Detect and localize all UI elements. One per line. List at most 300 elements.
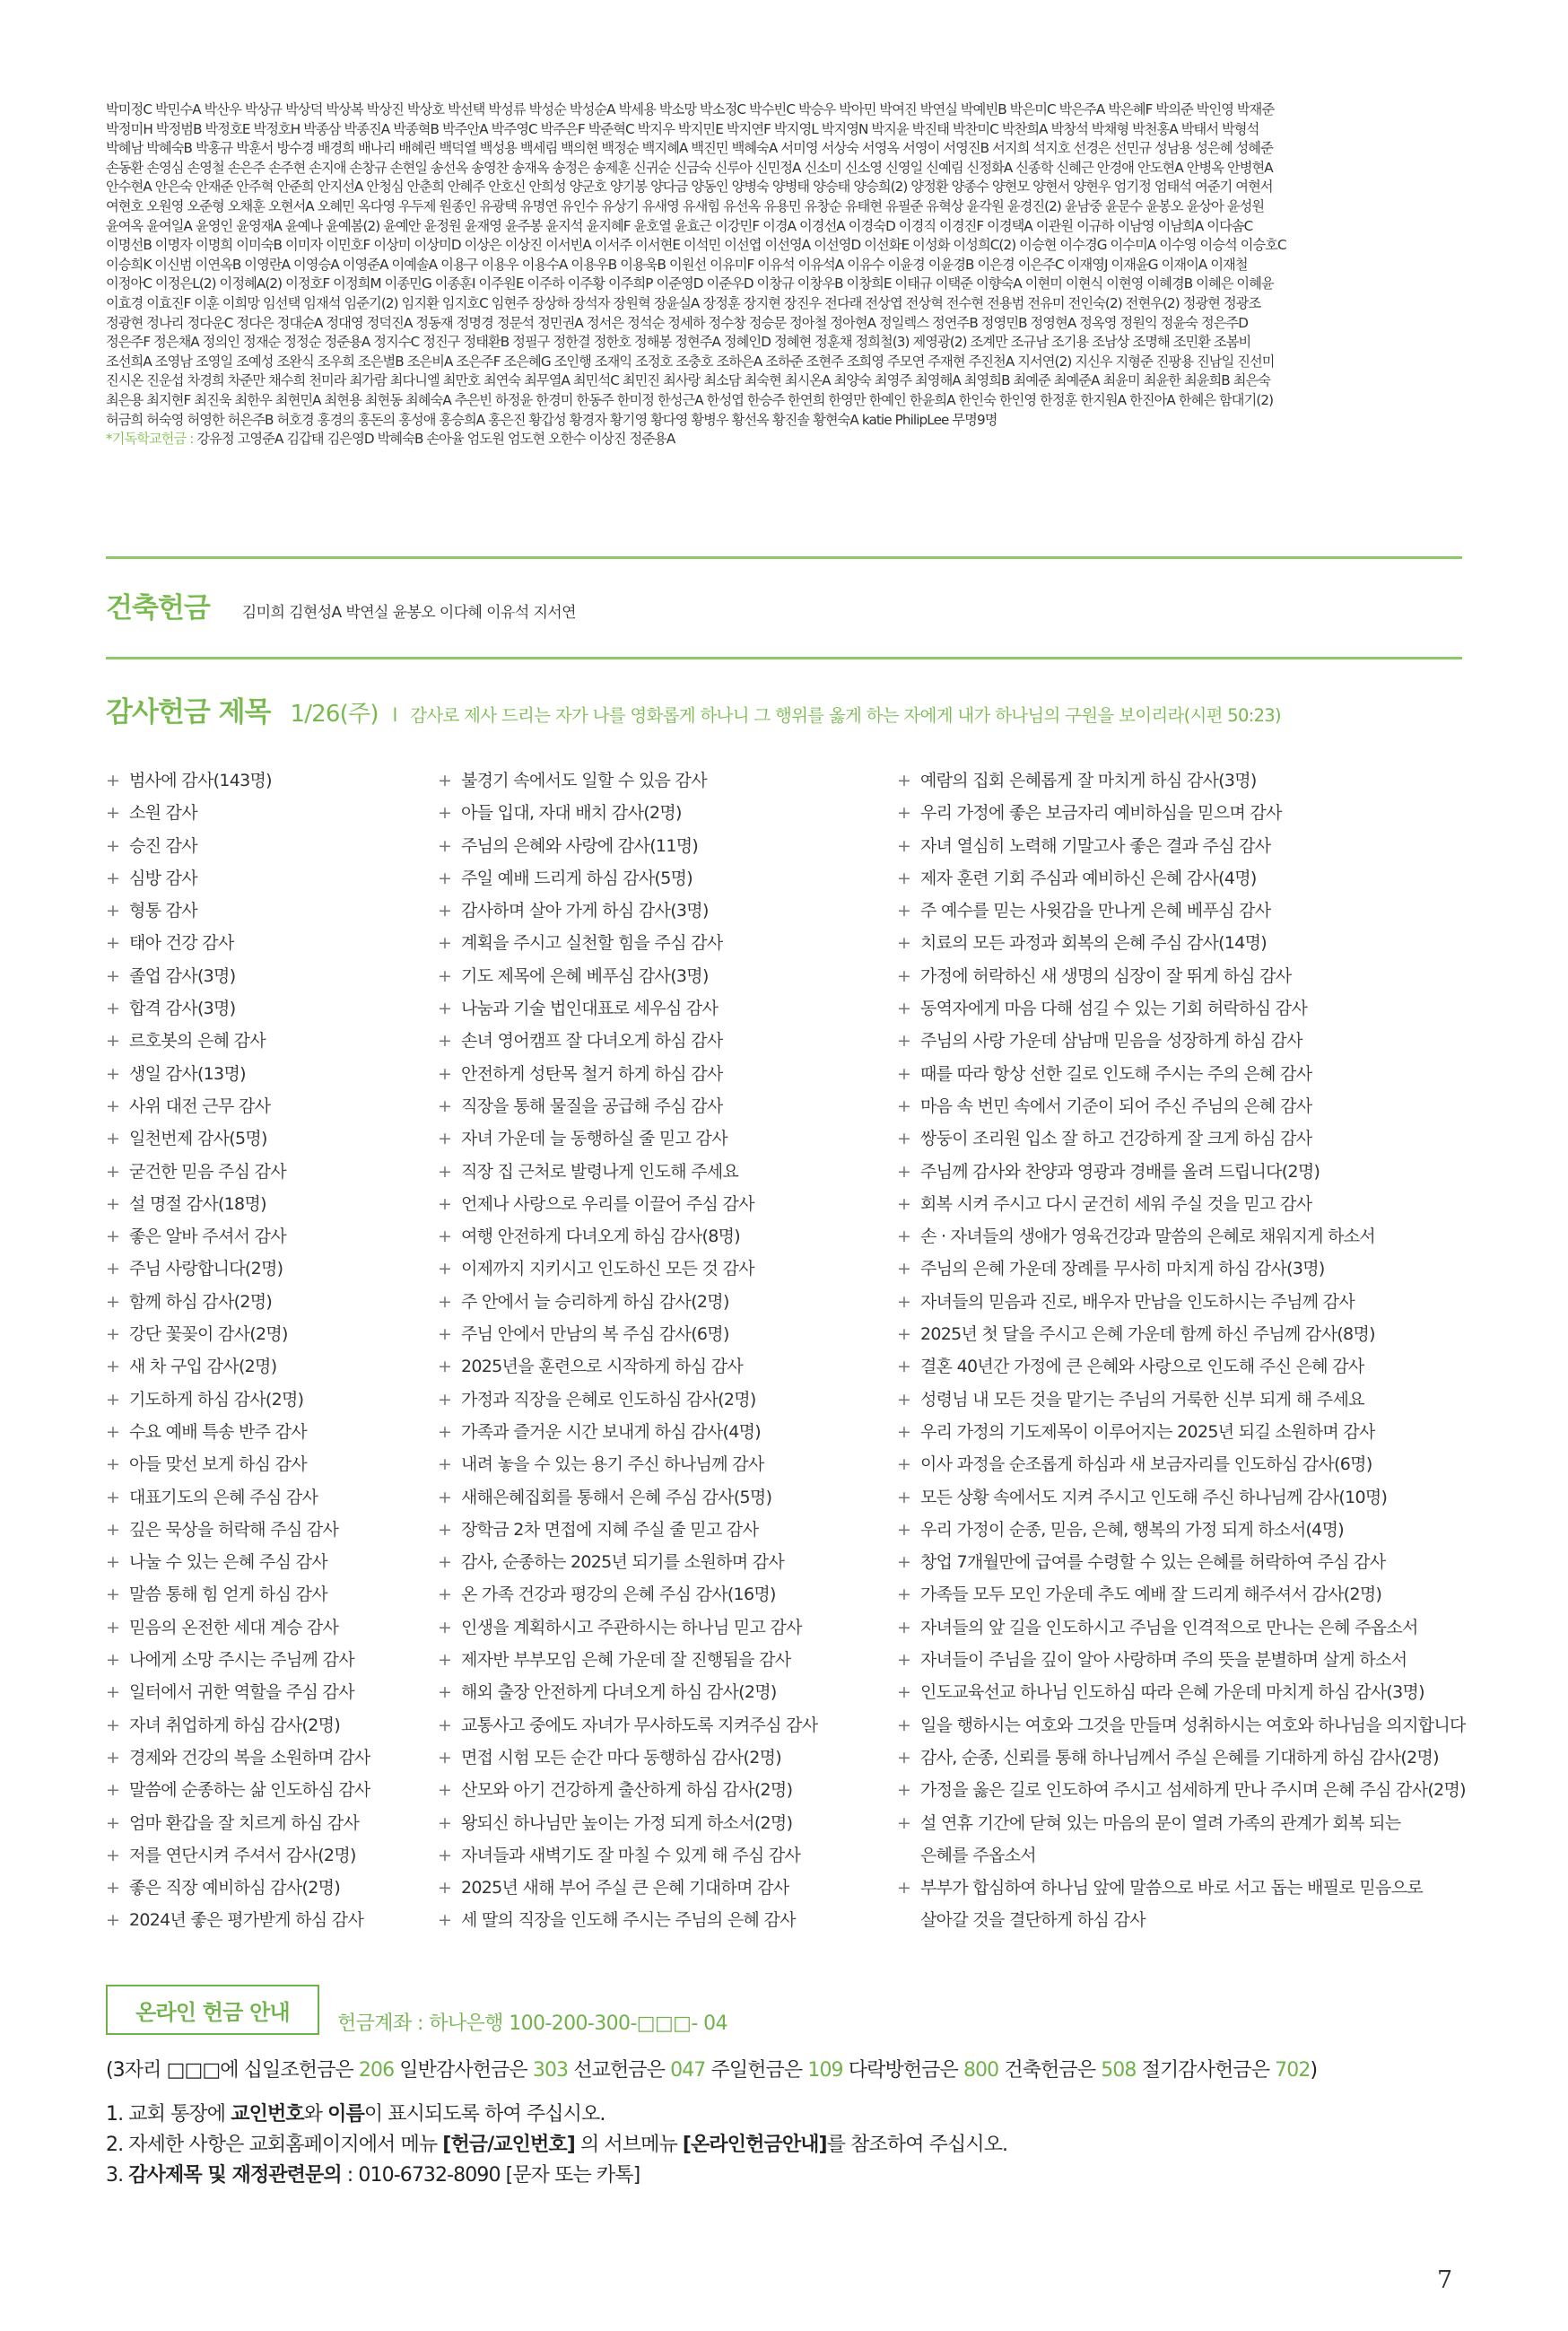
thanks-item-text: 이제까지 지키시고 인도하신 모든 것 감사 [461,1259,754,1279]
donor-line: 최은용 최지현F 최진욱 최한우 최현민A 최현용 최현동 최혜숙A 추은빈 하정윤 한경미 한동주 한미정 한성근A 한성엽 한승주 한연희 한영만 한예인 한윤희A 한인숙 한인영 한정훈 한지원A 한진아A 한혜은 함대기(2) [106,391,1274,408]
plus-icon: + [438,803,452,824]
thanks-item-text: 이사 과정을 순조롭게 하심과 새 보금자리를 인도하심 감사(6명) [920,1454,1372,1475]
thanks-item [438,1286,897,1318]
thanks-item [438,1058,897,1090]
thanks-item [106,1220,438,1253]
plus-icon: + [897,1487,911,1507]
plus-icon: + [438,901,452,921]
thanks-item-text: 자녀들의 앞 길을 인도하시고 주님을 인격적으로 만나는 은혜 주옵소서 [920,1617,1418,1637]
thanks-item-text: 예람의 집회 은혜롭게 잘 마치게 하심 감사(3명) [920,771,1257,790]
plus-icon: + [438,933,452,954]
plus-icon: + [897,1193,911,1214]
donor-names-list [106,100,1468,450]
thanks-item-text: 경제와 건강의 복을 소원하며 감사 [129,1747,370,1768]
thanks-item [106,1025,438,1057]
thanks-item-text: 제자반 부부모임 은혜 가운데 잘 진행됨을 감사 [461,1650,791,1671]
thanks-item [106,1058,438,1090]
thanks-item [106,1416,438,1448]
thanks-item [438,1253,897,1285]
mission-code: 047 [670,2059,706,2082]
thanks-item [438,1644,897,1676]
thanks-item [106,1122,438,1155]
thanks-item [106,1611,438,1644]
thanks-item-text: 졸업 감사(3명) [129,965,236,986]
donor-line: 박정미H 박정범B 박정호E 박정호H 박종삼 박종진A 박종혁B 박주안A 박주영C 박주은F 박준혁C 박지우 박지민E 박지연F 박지영L 박지영N 박지윤 박진태 박찬미C 박찬희A 박창석 박채형 박천홍A 박태서 박형석 [106,120,1259,137]
thanks-item [897,1774,1471,1806]
thanks-item [438,1807,897,1839]
thanks-item [438,1774,897,1806]
plus-icon: + [897,1031,911,1052]
thanks-item-text: 아들 맞선 보게 하심 감사 [129,1454,307,1475]
thanks-item-text: 주님께 감사와 찬양과 영광과 경배를 올려 드립니다(2명) [920,1161,1320,1182]
note-text: 를 참조하여 주십시오. [826,2134,1008,2156]
plus-icon: + [897,835,911,856]
plus-icon: + [438,1552,452,1573]
plus-icon: + [106,1421,120,1442]
thanks-item [438,1448,897,1480]
thanks-item [106,1709,438,1742]
thanks-item-text: 쌍둥이 조리원 입소 잘 하고 건강하게 잘 크게 하심 감사 [920,1129,1312,1149]
plus-icon: + [106,1259,120,1279]
thanks-item [438,960,897,992]
thanks-item-text: 주 예수를 믿는 사윗감을 만나게 은혜 베푸심 감사 [920,901,1271,921]
thanks-item-text: 일천번제 감사(5명) [129,1129,267,1149]
donor-line: 여현호 오원영 오준형 오채훈 오현서A 오혜민 옥다영 우두제 원종인 유광택 유명연 유인수 유상기 유새영 유새힘 유선옥 유용민 유창순 유태현 유필준 유혁상 윤각원 윤경진(2) 윤남중 윤문수 윤봉오 윤상아 윤성원 [106,197,1265,214]
thanks-item [106,830,438,862]
thanks-item-text: 감사하며 살아 가게 하심 감사(3명) [461,901,709,921]
plus-icon: + [897,1129,911,1149]
plus-icon: + [897,1682,911,1703]
thanks-item [106,927,438,959]
plus-icon: + [897,1454,911,1475]
thanks-item [438,764,897,797]
thanks-item [438,1025,897,1057]
thanks-item [897,1156,1471,1188]
codes-text: 다락방헌금은 [842,2059,963,2082]
thanks-item-text: 소원 감사 [129,803,197,824]
note-bold: [온라인헌금안내] [682,2134,827,2156]
plus-icon: + [106,965,120,986]
thanks-item [438,797,897,829]
thanks-offering-date: 1/26(주) [290,701,379,728]
thanks-item-text: 우리 가정의 기도제목이 이루어지는 2025년 되길 소원하며 감사 [920,1421,1375,1442]
plus-icon: + [106,1812,120,1833]
plus-icon: + [897,1552,911,1573]
thanks-item-text: 마음 속 번민 속에서 기준이 되어 주신 주님의 은혜 감사 [920,1096,1312,1116]
thanks-item-text: 왕되신 하나님만 높이는 가정 되게 하소서(2명) [461,1812,793,1833]
plus-icon: + [438,1845,452,1865]
plus-icon: + [438,1291,452,1312]
thanks-item-text: 2025년 새해 부어 주실 큰 은혜 기대하며 감사 [461,1878,789,1899]
plus-icon: + [106,1161,120,1182]
note-text: : 010-6732-8090 [문자 또는 카톡] [341,2164,640,2187]
thanks-item [106,1448,438,1480]
thanks-item [897,1611,1471,1644]
thanks-item-text: 주님의 사랑 가운데 삼남매 믿음을 성장하게 하심 감사 [920,1031,1302,1052]
thanks-item-text: 감사, 순종, 신뢰를 통해 하나님께서 주실 은혜를 기대하게 하심 감사(2명) [920,1747,1439,1768]
thanks-item-text: 내려 놓을 수 있는 용기 주신 하나님께 감사 [461,1454,764,1475]
thanks-item [897,992,1471,1025]
thanks-item [897,960,1471,992]
thanks-item [106,1904,438,1936]
thanks-item [438,1090,897,1122]
thanks-item [897,1546,1471,1578]
thanks-item [438,1709,897,1742]
plus-icon: + [106,1878,120,1899]
thanks-item [106,862,438,895]
plus-icon: + [897,1715,911,1735]
thanks-item-text: 직장을 통해 물질을 공급해 주심 감사 [461,1096,723,1116]
thanks-item [438,1676,897,1708]
thanks-item-text: 믿음의 온전한 세대 계승 감사 [129,1617,339,1637]
thanks-item-text: 2024년 좋은 평가받게 하심 감사 [129,1910,364,1931]
thanks-item [897,1286,1471,1318]
plus-icon: + [106,1324,120,1345]
thanks-item-text: 말씀 통해 힘 얻게 하심 감사 [129,1585,327,1605]
thanks-item-text: 우리 가정에 좋은 보금자리 예비하심을 믿으며 감사 [920,803,1282,824]
thanks-item [106,1286,438,1318]
plus-icon: + [106,901,120,921]
plus-icon: + [438,1357,452,1377]
plus-icon: + [897,1780,911,1801]
thanks-item [438,895,897,927]
thanks-item [438,1122,897,1155]
plus-icon: + [106,1617,120,1637]
thanks-item-text: 저를 연단시켜 주셔서 감사(2명) [129,1845,356,1865]
thanks-item [897,1188,1471,1220]
plus-icon: + [106,1747,120,1768]
plus-icon: + [897,1747,911,1768]
thanks-item-text: 르호봇의 은혜 감사 [129,1031,266,1052]
note-text: 3. [106,2164,129,2187]
note-text: 1. 교회 통장에 [106,2103,231,2126]
thanks-item [106,992,438,1025]
plus-icon: + [897,803,911,824]
plus-icon: + [438,1193,452,1214]
thanks-item-text: 가족들 모두 모인 가운데 추도 예배 잘 드리게 해주셔서 감사(2명) [920,1585,1382,1605]
thanks-item-text: 감사, 순종하는 2025년 되기를 소원하며 감사 [461,1552,785,1573]
thanks-item-text: 해외 출장 안전하게 다녀오게 하심 감사(2명) [461,1682,777,1703]
codes-text: 건축헌금은 [998,2059,1102,2082]
donor-line: 이승희K 이신범 이연옥B 이영란A 이영승A 이영준A 이예솔A 이용구 이용우 이용수A 이용우B 이용욱B 이원선 이유미F 이유석 이유석A 이유수 이윤경 이윤경B 이은경 이은주C 이재영J 이재윤G 이재이A 이재철 [106,256,1248,273]
thanks-item [897,1122,1471,1155]
plus-icon: + [438,1161,452,1182]
thanks-item-text: 가정에 허락하신 새 생명의 심장이 잘 뛰게 하심 감사 [920,965,1292,986]
plus-icon: + [438,1421,452,1442]
plus-icon: + [897,1617,911,1637]
thanks-item [106,1807,438,1839]
thanks-item-text: 때를 따라 항상 선한 길로 인도해 주시는 주의 은혜 감사 [920,1063,1312,1084]
thanks-item-text: 아들 입대, 자대 배치 감사(2명) [461,803,682,824]
plus-icon: + [438,965,452,986]
thanks-item [438,992,897,1025]
thanks-item-text: 언제나 사랑으로 우리를 이끌어 주심 감사 [461,1193,754,1214]
note-bold: 이름 [327,2103,364,2126]
thanks-item [106,764,438,797]
thanks-item-text: 우리 가정이 순종, 믿음, 은혜, 행복의 가정 되게 하소서(4명) [920,1519,1344,1540]
plus-icon: + [897,1291,911,1312]
plus-icon: + [438,1129,452,1149]
thanks-item [897,1481,1471,1514]
plus-icon: + [897,965,911,986]
thanks-item [897,1253,1471,1285]
plus-icon: + [438,868,452,888]
thanks-item [106,1578,438,1611]
thanks-item-text: 장학금 2차 면접에 지혜 주실 줄 믿고 감사 [461,1519,759,1540]
christian-school-gift-line [106,430,1468,450]
plus-icon: + [897,901,911,921]
thanks-item-text: 불경기 속에서도 일할 수 있음 감사 [461,771,707,790]
donor-line: 박미정C 박민수A 박산우 박상규 박상덕 박상복 박상진 박상호 박선택 박성류 박성순 박성순A 박세용 박소망 박소정C 박수빈C 박승우 박아민 박여진 박연실 박예빈B 박은미C 박은주A 박은혜F 박의준 박인영 박재준 [106,101,1275,118]
thanks-item [438,1546,897,1578]
plus-icon: + [438,1031,452,1052]
plus-icon: + [106,835,120,856]
plus-icon: + [106,771,120,790]
section-divider [106,556,1462,559]
thanks-item-text: 합격 감사(3명) [129,999,236,1019]
header-divider: l [392,704,398,726]
note-1 [106,2100,1007,2130]
christian-school-gift-names: 강유정 고영준A 김갑태 김은영D 박혜숙B 손아율 엄도원 엄도현 오한수 이상진 정준용A [193,431,675,448]
thanks-item [106,1676,438,1708]
thanks-item [897,1220,1471,1253]
plus-icon: + [106,1487,120,1507]
darakbang-code: 800 [963,2059,999,2082]
section-divider [106,657,1462,659]
thanks-item [106,1350,438,1383]
plus-icon: + [438,1063,452,1084]
donor-line: 이명선B 이명자 이명희 이미숙B 이미자 이민호F 이상미 이상미D 이상은 이상진 이서빈A 이서주 이서현E 이석민 이선엽 이선영A 이선영D 이선화E 이성화 이성희C(2) 이승현 이수경G 이수미A 이수영 이승석 이승호C [106,237,1286,254]
thanks-item-text: 설 명절 감사(18명) [129,1193,266,1214]
thanks-item [897,1872,1471,1904]
thanks-item [897,1839,1471,1872]
plus-icon: + [106,1389,120,1410]
donor-line: 정은주F 정은채A 정의인 정재순 정정순 정준용A 정지수C 정진구 정태환B 정필구 정한결 정한호 정해봉 정현주A 정혜인D 정혜현 정훈채 정희철(3) 제영광(2) 조계만 조규남 조기용 조남상 조명해 조민환 조봄비 [106,334,1251,351]
plus-icon: + [438,1812,452,1833]
offering-codes [106,2055,1317,2082]
thanks-item-text: 태아 건강 감사 [129,933,234,954]
christian-school-gift-label: *기독학교헌금 : [106,431,194,448]
plus-icon: + [106,999,120,1019]
thanks-item [897,1709,1471,1742]
thanks-item-text: 성령님 내 모든 것을 맡기는 주님의 거룩한 신부 되게 해 주세요 [920,1389,1364,1410]
thanks-item-text: 대표기도의 은혜 주심 감사 [129,1487,318,1507]
thanks-item-text: 사위 대전 근무 감사 [129,1096,271,1116]
thanks-item-text: 온 가족 건강과 평강의 은혜 주심 감사(16명) [461,1585,776,1605]
donor-line: 이효경 이효진F 이훈 이희망 임선택 임재석 임준기(2) 임지환 임지호C 임현주 장상하 장석자 장원혁 장윤실A 장정훈 장지현 장진우 전다래 전상엽 전상혁 전수현 전용범 전유미 전인숙(2) 전현우(2) 정광현 정광조 [106,294,1261,311]
plus-icon: + [106,1063,120,1084]
thanks-item-text: 심방 감사 [129,868,197,888]
thanks-item-text: 나눔과 기술 법인대표로 세우심 감사 [461,999,719,1019]
thanks-item [438,1611,897,1644]
thanks-item-text: 산모와 아기 건강하게 출산하게 하심 감사(2명) [461,1780,793,1801]
thanks-item [897,830,1471,862]
thanks-item [897,1644,1471,1676]
thanks-item-text: 가정을 옳은 길로 인도하여 주시고 섬세하게 만나 주시며 은혜 주심 감사(2명) [920,1780,1466,1801]
thanks-item-text: 세 딸의 직장을 인도해 주시는 주님의 은혜 감사 [461,1910,796,1931]
plus-icon: + [106,1031,120,1052]
plus-icon: + [438,1519,452,1540]
thanks-item [897,1350,1471,1383]
thanks-item-text: 승진 감사 [129,835,197,856]
thanks-item [438,1904,897,1936]
thanks-item-text: 좋은 직장 예비하심 감사(2명) [129,1878,341,1899]
plus-icon: + [106,1291,120,1312]
plus-icon: + [438,1682,452,1703]
thanks-item-text: 함께 하심 감사(2명) [129,1291,273,1312]
thanks-item-text: 부부가 합심하여 하나님 앞에 말씀으로 바로 서고 돕는 배필로 믿음으로 [920,1878,1424,1899]
thanks-item-text: 주님 사랑합니다(2명) [129,1259,283,1279]
thanks-item-text: 주일 예배 드리게 하심 감사(5명) [461,868,693,888]
plus-icon: + [897,1878,911,1899]
thanks-item [438,1416,897,1448]
thanks-item [438,1872,897,1904]
plus-icon: + [438,1878,452,1899]
plus-icon: + [438,1454,452,1475]
thanks-item-text: 일터에서 귀한 역할을 주심 감사 [129,1682,354,1703]
thanks-item [106,1384,438,1416]
thanks-item-text: 가족과 즐거운 시간 보내게 하심 감사(4명) [461,1421,761,1442]
thanks-item [106,1644,438,1676]
tithe-code: 206 [358,2059,395,2082]
plus-icon: + [897,1161,911,1182]
thanks-item-text: 회복 시켜 주시고 다시 굳건히 세워 주실 것을 믿고 감사 [920,1193,1312,1214]
thanks-item [438,1318,897,1350]
thanks-item [897,927,1471,959]
thanks-item [897,1676,1471,1708]
thanks-item-text: 자녀 가운데 늘 동행하실 줄 믿고 감사 [461,1129,727,1149]
thanks-item-text: 손녀 영어캠프 잘 다녀오게 하심 감사 [461,1031,723,1052]
thanks-item-text: 교통사고 중에도 자녀가 무사하도록 지켜주심 감사 [461,1715,818,1735]
thanks-item-text: 가정과 직장을 은혜로 인도하심 감사(2명) [461,1389,756,1410]
thanks-item [438,1578,897,1611]
thanks-item-text: 직장 집 근처로 발령나게 인도해 주세요 [461,1161,739,1182]
thanks-item [897,1904,1471,1936]
thanks-item [897,1384,1471,1416]
offering-account: 헌금계좌 : 하나은행 100-200-300-□□□- 04 [337,2012,727,2035]
thanks-item [897,1058,1471,1090]
thanks-item [897,1416,1471,1448]
thanks-item [897,895,1471,927]
thanks-item-text: 살아갈 것을 결단하게 하심 감사 [920,1910,1146,1931]
codes-text: 선교헌금은 [568,2059,671,2082]
thanks-item [106,1318,438,1350]
plus-icon: + [897,1324,911,1345]
thanks-item [106,1742,438,1774]
plus-icon: + [897,1812,911,1833]
plus-icon: + [106,803,120,824]
building-offering-heading: 건축헌금 [106,592,210,624]
donor-line: 이정아C 이정은L(2) 이정혜A(2) 이정호F 이정희M 이종민G 이종훈I 이주원E 이주하 이주황 이주희P 이준영D 이준우D 이창규 이창우B 이창희E 이태규 이택준 이향숙A 이현미 이현식 이현영 이혜경B 이혜은 이혜윤 [106,275,1274,292]
plus-icon: + [106,1129,120,1149]
plus-icon: + [438,1650,452,1671]
donor-line: 조선희A 조영남 조영일 조예성 조완식 조우희 조은별B 조은비A 조은주F 조은혜G 조인행 조재익 조정호 조충호 조하은A 조하준 조현주 조희영 주모연 주재현 주진천A 지서연(2) 지신우 지형준 진팡용 진남일 진선미 [106,353,1275,370]
thanks-item [438,1481,897,1514]
plus-icon: + [438,999,452,1019]
thanks-item-text: 일을 행하시는 여호와 그것을 만들며 성취하시는 여호와 하나님을 의지합니다 [920,1715,1466,1735]
thanks-item-text: 깊은 묵상을 허락해 주심 감사 [129,1519,339,1540]
plus-icon: + [897,771,911,790]
codes-text: (3자리 □□□에 십일조헌금은 [106,2059,359,2082]
note-text: 2. 자세한 사항은 교회홈페이지에서 메뉴 [106,2134,443,2156]
plus-icon: + [106,1780,120,1801]
codes-text: 일반감사헌금은 [394,2059,533,2082]
plus-icon: + [438,1259,452,1279]
thanks-item-text: 엄마 환갑을 잘 치르게 하심 감사 [129,1812,360,1833]
thanks-item-text: 자녀들의 믿음과 진로, 배우자 만남을 인도하시는 주님께 감사 [920,1291,1355,1312]
plus-icon: + [106,1193,120,1214]
building-offering-section [106,585,576,625]
thanks-item-text: 인생을 계획하시고 주관하시는 하나님 믿고 감사 [461,1617,802,1637]
thanks-item-text: 새해은혜집회를 통해서 은혜 주심 감사(5명) [461,1487,772,1507]
plus-icon: + [438,771,452,790]
plus-icon: + [897,1421,911,1442]
plus-icon: + [106,1357,120,1377]
note-2 [106,2130,1007,2161]
thanks-item-text: 말씀에 순종하는 삶 인도하심 감사 [129,1780,370,1801]
donor-line: 진시온 진운섭 차경희 차준만 채수희 천미라 최가람 최다니엘 최만호 최연숙 최무열A 최민석C 최민진 최사랑 최소담 최숙현 최시온A 최양숙 최영주 최영해A 최영희B 최예준 최예준A 최윤미 최윤한 최윤희B 최은숙 [106,372,1271,389]
thanks-item-text: 기도하게 하심 감사(2명) [129,1389,304,1410]
thanks-item-text: 주님 안에서 만남의 복 주심 감사(6명) [461,1324,729,1345]
donor-line: 윤여옥 윤여일A 윤영인 윤영재A 윤예나 윤예봄(2) 윤예안 윤정원 윤재영 윤주봉 윤지석 윤지혜F 윤호열 윤효근 이강민F 이경A 이경선A 이경숙D 이경직 이경진F 이경택A 이관원 이규하 이남영 이남희A 이다솜C [106,217,1253,234]
thanks-item [438,1742,897,1774]
note-text: 의 서브메뉴 [574,2134,683,2156]
thanks-item [106,1546,438,1578]
thanks-item-text: 주님의 은혜 가운데 장례를 무사히 마치게 하심 감사(3명) [920,1259,1325,1279]
seasonal-code: 702 [1275,2059,1311,2082]
plus-icon: + [897,1519,911,1540]
thanks-item [897,1318,1471,1350]
building-code: 508 [1101,2059,1137,2082]
plus-icon: + [106,1519,120,1540]
thanks-item [438,1384,897,1416]
thanks-item [897,764,1471,797]
plus-icon: + [897,933,911,954]
plus-icon: + [438,1487,452,1507]
thanks-item [106,1188,438,1220]
thanks-item [438,927,897,959]
plus-icon: + [897,1389,911,1410]
thanks-item [897,797,1471,829]
thanks-item-text: 계획을 주시고 실천할 힘을 주심 감사 [461,933,723,954]
plus-icon: + [106,1552,120,1573]
plus-icon: + [897,1357,911,1377]
plus-icon: + [106,1585,120,1605]
plus-icon: + [106,1454,120,1475]
plus-icon: + [438,1715,452,1735]
plus-icon: + [897,1227,911,1247]
thanks-item-text: 동역자에게 마음 다해 섬길 수 있는 기회 허락하심 감사 [920,999,1308,1019]
plus-icon: + [438,1096,452,1116]
plus-icon: + [106,1845,120,1865]
thanks-item [106,1839,438,1872]
thanks-item-text: 나에게 소망 주시는 주님께 감사 [129,1650,354,1671]
thanks-item [897,1090,1471,1122]
thanks-list-column-1 [106,764,438,1937]
plus-icon: + [106,868,120,888]
thanks-item [897,1807,1471,1839]
thanks-item-text: 설 연휴 기간에 닫혀 있는 마음의 문이 열려 가족의 관계가 회복 되는 [920,1812,1401,1833]
thanks-item [897,1742,1471,1774]
thanks-item-text: 제자 훈련 기회 주심과 예비하신 은혜 감사(4명) [920,868,1257,888]
plus-icon: + [897,868,911,888]
thanks-item-text: 자녀 취업하게 하심 감사(2명) [129,1715,341,1735]
thanks-item-text: 안전하게 성탄목 철거 하게 하심 감사 [461,1063,723,1084]
thanks-item [438,1188,897,1220]
codes-text: 절기감사헌금은 [1136,2059,1276,2082]
thanks-item [106,1872,438,1904]
thanks-item [438,1220,897,1253]
